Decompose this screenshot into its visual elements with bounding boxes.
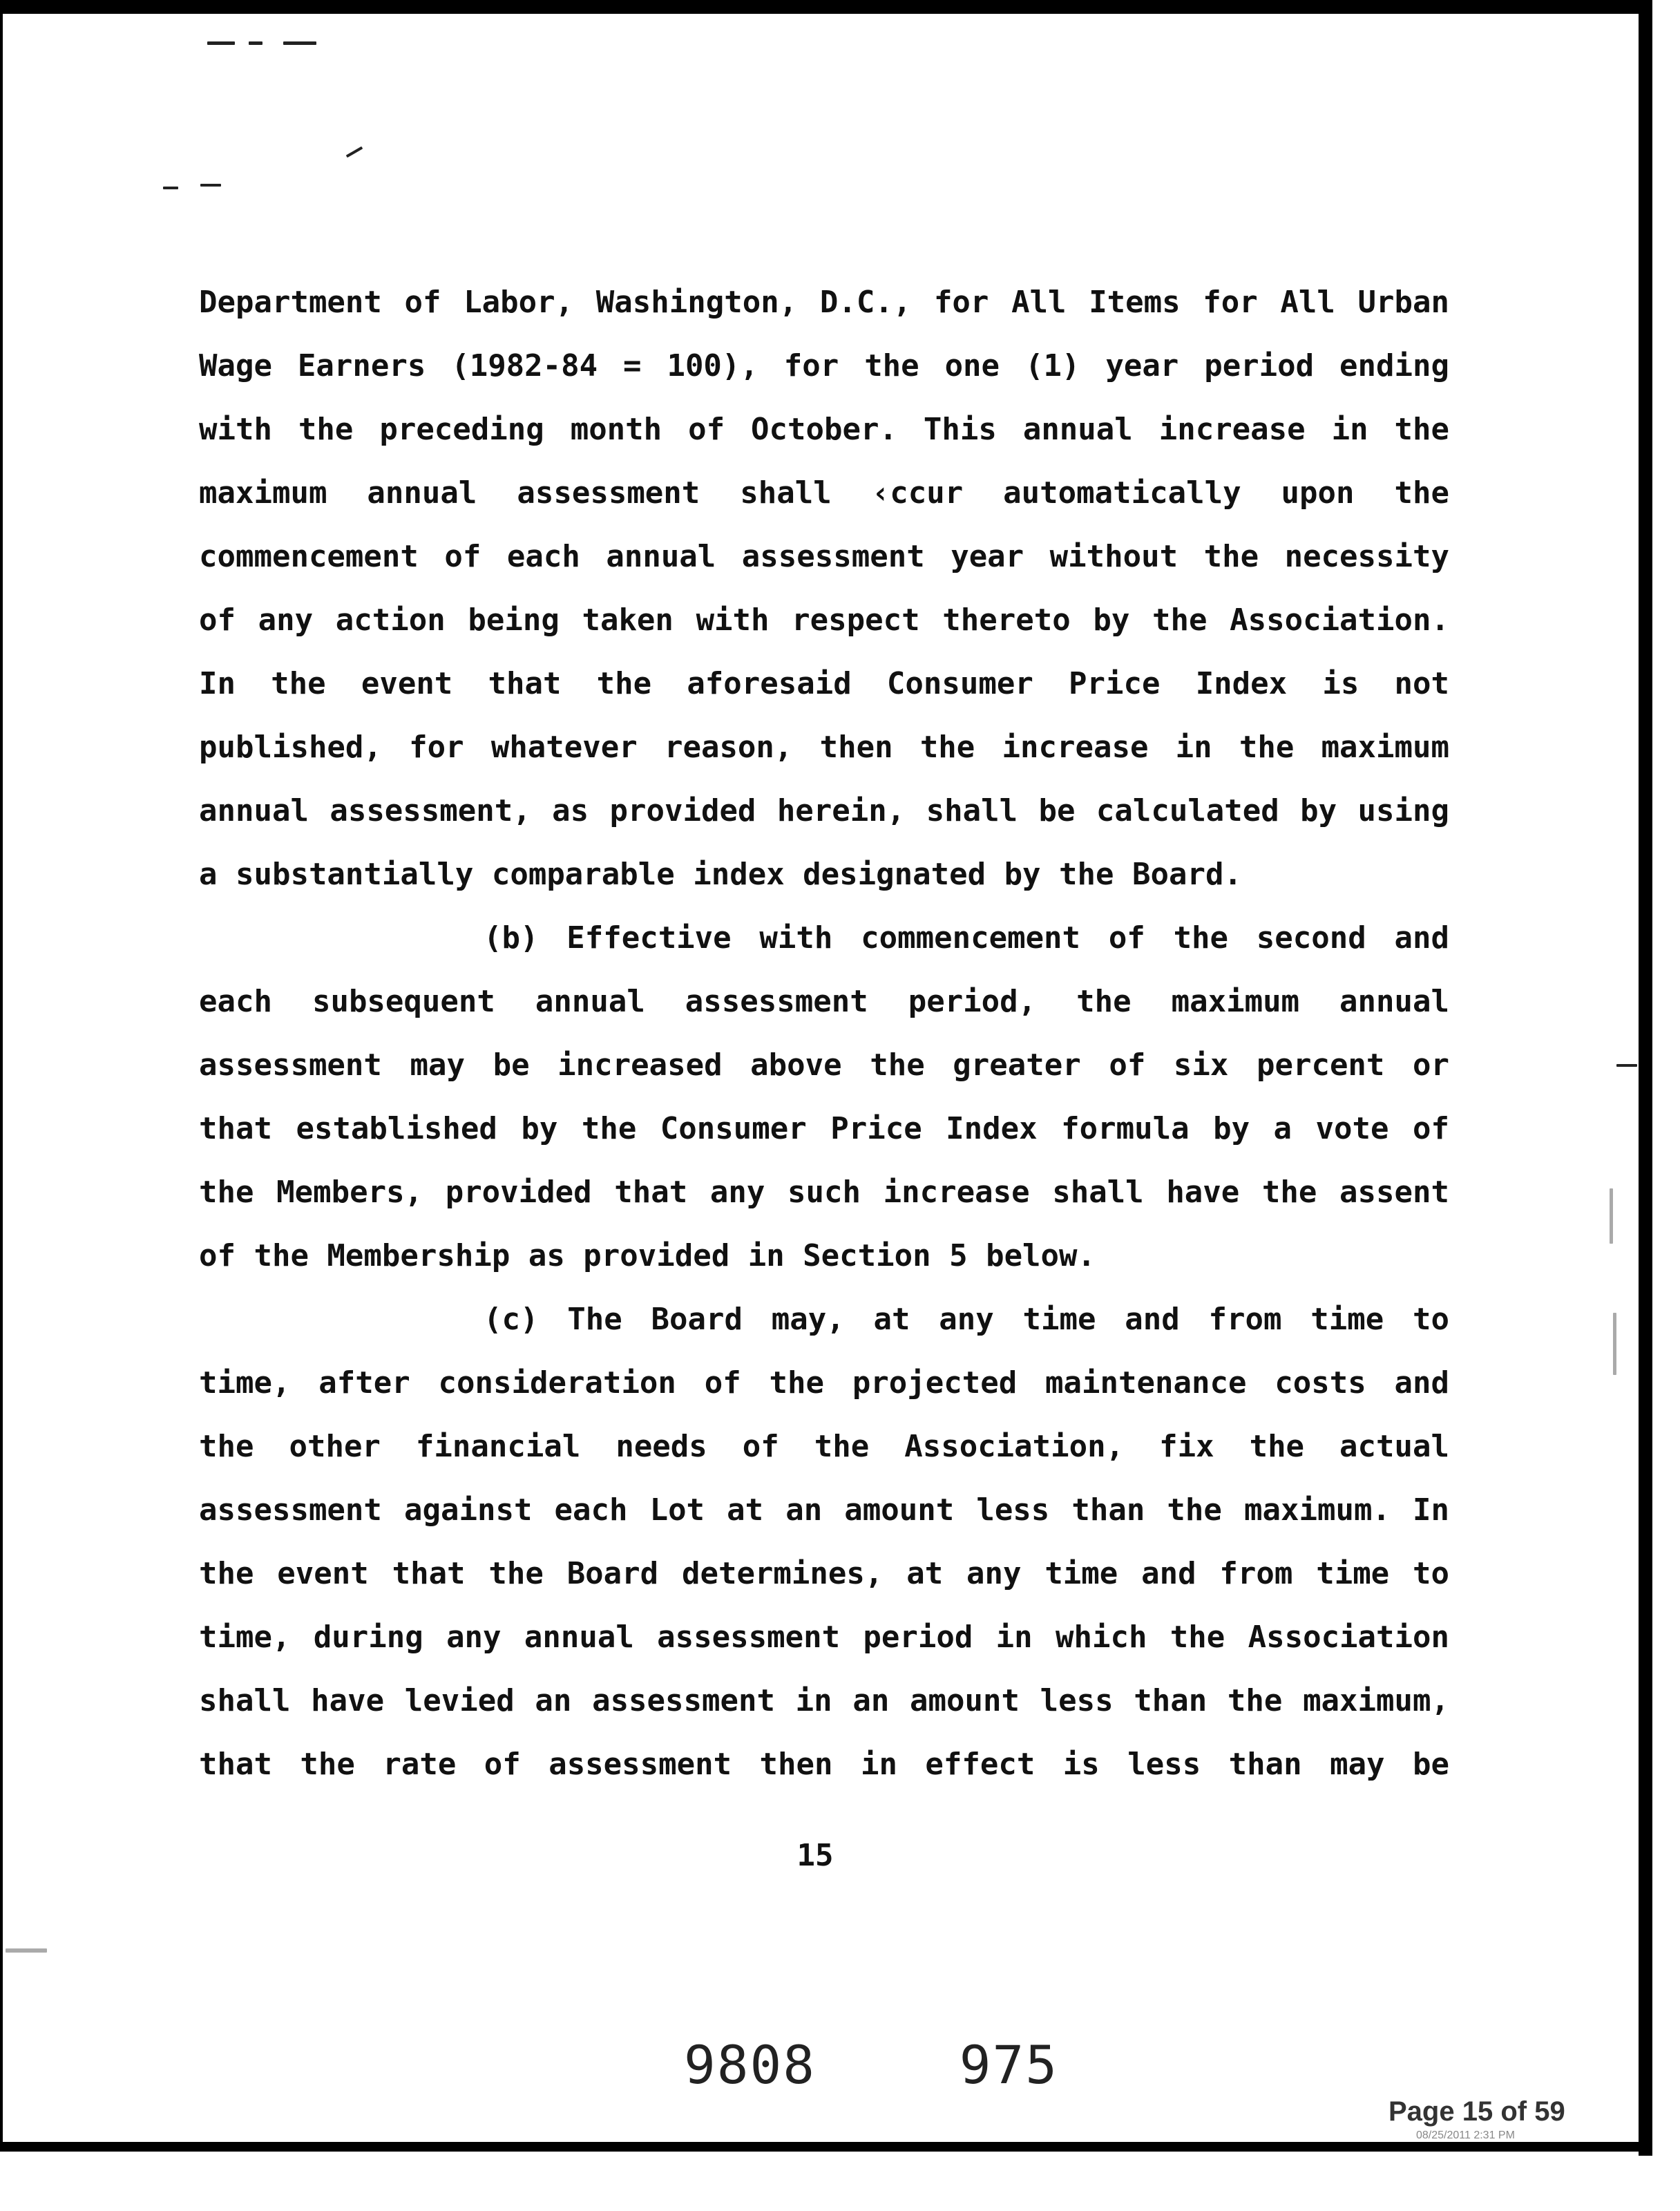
text-line: commencement of each annual assessment year without the necessity	[199, 539, 1449, 574]
text-line: assessment may be increased above the greater of six percent or	[199, 1047, 1449, 1083]
scan-speck	[200, 184, 221, 187]
scan-speck	[1616, 1064, 1637, 1067]
text-line: shall have levied an assessment in an amount less than the maximum,	[199, 1683, 1449, 1718]
text-line: of any action being taken with respect thereto by the Association.	[199, 602, 1449, 638]
footer-page-indicator: Page 15 of 59	[1388, 2096, 1565, 2127]
text-line: (b) Effective with commencement of the second and	[484, 920, 1449, 956]
scan-speck	[6, 1948, 47, 1953]
scan-border-bottom	[0, 2142, 1652, 2152]
recording-book: 9808	[684, 2034, 817, 2096]
scan-border-left	[0, 0, 3, 2149]
text-line: the other financial needs of the Association, fix the actual	[199, 1429, 1449, 1464]
scan-border-right	[1639, 0, 1652, 2156]
text-line: a substantially comparable index designated by the Board.	[199, 857, 1242, 892]
scan-speck	[346, 146, 363, 158]
scan-speck	[163, 187, 178, 189]
recording-page: 975	[959, 2034, 1059, 2096]
text-line: maximum annual assessment shall ‹ccur automatically upon the	[199, 475, 1449, 511]
text-line: each subsequent annual assessment period, the maximum annual	[199, 984, 1449, 1019]
text-line: published, for whatever reason, then the increase in the maximum	[199, 730, 1449, 765]
text-line: the Members, provided that any such increase shall have the assent	[199, 1175, 1449, 1210]
text-line: that established by the Consumer Price Index formula by a vote of	[199, 1111, 1449, 1146]
document-body	[199, 271, 1449, 1796]
text-line: Department of Labor, Washington, D.C., for All Items for All Urban	[199, 285, 1449, 320]
text-line: time, during any annual assessment period in which the Association	[199, 1620, 1449, 1655]
text-line: annual assessment, as provided herein, shall be calculated by using	[199, 793, 1449, 828]
scan-speck	[207, 41, 235, 45]
text-line: In the event that the aforesaid Consumer Price Index is not	[199, 666, 1449, 701]
text-line: Wage Earners (1982-84 = 100), for the one (1) year period ending	[199, 348, 1449, 383]
text-line: the event that the Board determines, at any time and from time to	[199, 1556, 1449, 1591]
text-line: with the preceding month of October. This annual increase in the	[199, 412, 1449, 447]
text-line: that the rate of assessment then in effect is less than may be	[199, 1747, 1449, 1782]
scan-speck	[249, 41, 262, 45]
text-line: assessment against each Lot at an amount less than the maximum. In	[199, 1492, 1449, 1528]
scan-border-top	[0, 0, 1651, 14]
text-line: time, after consideration of the projected maintenance costs and	[199, 1365, 1449, 1401]
scan-speck	[283, 41, 316, 45]
print-timestamp: 08/25/2011 2:31 PM	[1416, 2129, 1515, 2141]
text-line: of the Membership as provided in Section 5 below.	[199, 1238, 1096, 1273]
recording-reference	[684, 2034, 1058, 2096]
scan-speck	[1610, 1188, 1613, 1244]
text-line: (c) The Board may, at any time and from time to	[484, 1302, 1449, 1337]
page-number: 15	[796, 1838, 834, 1873]
scan-speck	[1613, 1313, 1616, 1375]
